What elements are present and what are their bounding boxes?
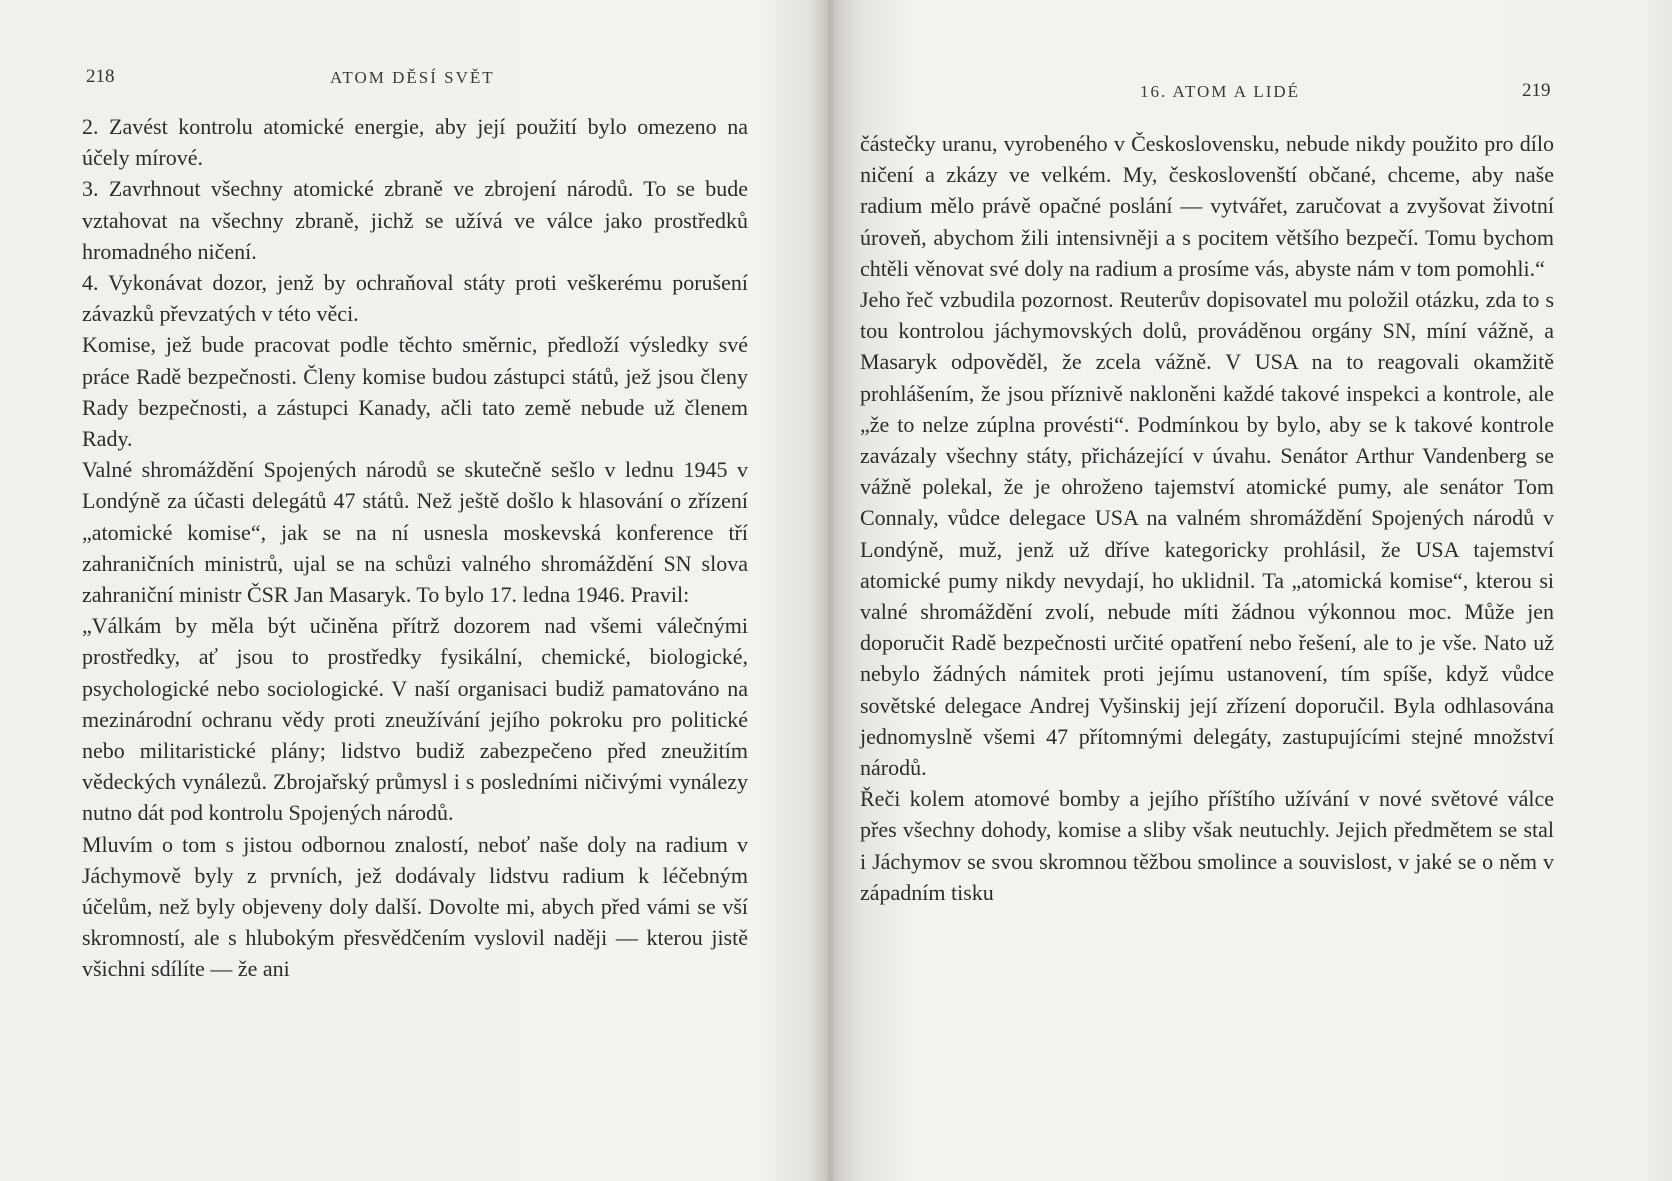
paragraph: 3. Zavrhnout všechny atomické zbraně ve zbrojení národů. To se bude vztahovat na všechny zbraně, jichž se užívá ve válce jako prostředků hromadného ničení. xyxy=(82,176,748,264)
paragraph: „Válkám by měla být učiněna přítrž dozorem nad všemi válečnými prostředky, ať jsou to prostředky fysikální, chemické, biologické, psychologické nebo sociologické. V naší organisaci budiž pamatováno na mezinárodní ochranu vědy proti zneužívání jejího pokroku pro politické nebo militaristické plány; lidstvo budiž zabezpečeno před zneužitím vědeckých vynálezů. Zbrojařský průmysl i s posledními ničivými vynálezy nutno dát pod kontrolu Spojených národů. xyxy=(82,613,748,826)
running-head: ATOM DĚSÍ SVĚT xyxy=(330,68,495,87)
paragraph: částečky uranu, vyrobeného v Československu, nebude nikdy použito pro dílo ničení a zkázy ve velkém. My, českoslovenští občané, chceme, aby naše radium mělo právě opačné poslání — vytvářet, zaručovat a zvyšovat životní úroveň, abychom žili intensivněji a s pocitem většího bezpečí. Tomu bychom chtěli věnovat své doly na radium a prosíme vás, abyste nám v tom pomohli.“ xyxy=(860,131,1554,281)
paragraph: 4. Vykonávat dozor, jenž by ochraňoval státy proti veškerému porušení závazků převzatých v této věci. xyxy=(82,270,748,327)
left-page xyxy=(0,0,826,1181)
paragraph: Komise, jež bude pracovat podle těchto směrnic, předloží výsledky své práce Radě bezpečnosti. Členy komise budou zástupci států, jež jsou členy Rady bezpečnosti, a zástupci Kanady, ačli tato země nebude už členem Rady. xyxy=(82,332,748,452)
right-page xyxy=(834,0,1672,1181)
body-text xyxy=(82,111,748,985)
paragraph: Jeho řeč vzbudila pozornost. Reuterův dopisovatel mu položil otázku, zda to s tou kontrolou jáchymovských dolů, prováděnou orgány SN, míní vážně, a Masaryk odpověděl, že zcela vážně. V USA na to reagovali okamžitě prohlášením, že jsou příznivě nakloněni každé takové inspekci a kontrole, ale „že to nelze zúplna provésti“. Podmínkou by bylo, aby se k takové kontrole zavázaly všechny státy, přicházející v úvahu. Senátor Arthur Vandenberg se vážně polekal, že je ohroženo tajemství atomické pumy, ale senátor Tom Connaly, vůdce delegace USA na valném shromáždění Spojených národů v Londýně, muž, jenž už dříve kategoricky prohlásil, že USA tajemství atomické pumy nikdy nevydají, ho uklidnil. Ta „atomická komise“, kterou si valné shromáždění zvolí, nebude míti žádnou výkonnou moc. Může jen doporučit Radě bezpečnosti určité opatření nebo řešení, ale to je vše. Nato už nebylo žádných námitek proti jejímu ustanovení, tím spíše, když vůdce sovětské delegace Andrej Vyšinskij její zřízení doporučil. Byla odhlasována jednomyslně všemi 47 přítomnými delegáty, zastupujícími stejné množství národů. xyxy=(860,287,1554,781)
paragraph: Řeči kolem atomové bomby a jejího příštího užívání v nové světové válce přes všechny dohody, komise a sliby však neutuchly. Jejich předmětem se stal i Jáchymov se svou skromnou těžbou smolince a souvislost, v jaké se o něm v západním tisku xyxy=(860,786,1554,905)
page-number: 218 xyxy=(86,66,115,87)
paragraph: Valné shromáždění Spojených národů se skutečně sešlo v lednu 1945 v Londýně za účasti delegátů 47 států. Než ještě došlo k hlasování o zřízení „atomické komise“, jak se na ní usnesla moskevská konference tří zahraničních ministrů, ujal se na schůzi valného shromáždění SN slova zahraniční ministr ČSR Jan Masaryk. To bylo 17. ledna 1946. Pravil: xyxy=(82,457,748,608)
paragraph: Mluvím o tom s jistou odbornou znalostí, neboť naše doly na radium v Jáchymově byly z prvních, jež dodávaly lidstvu radium k léčebným účelům, než byly objeveny doly další. Dovolte mi, abych před vámi se vší skromností, ale s hlubokým přesvědčením vyslovil naději — kterou jistě všichni sdílíte — že ani xyxy=(82,831,748,982)
paragraph: 2. Zavést kontrolu atomické energie, aby její použití bylo omezeno na účely mírové. xyxy=(82,114,748,171)
body-text xyxy=(860,128,1554,908)
running-head: 16. ATOM A LIDÉ xyxy=(1140,82,1301,101)
page-number: 219 xyxy=(1522,80,1551,101)
